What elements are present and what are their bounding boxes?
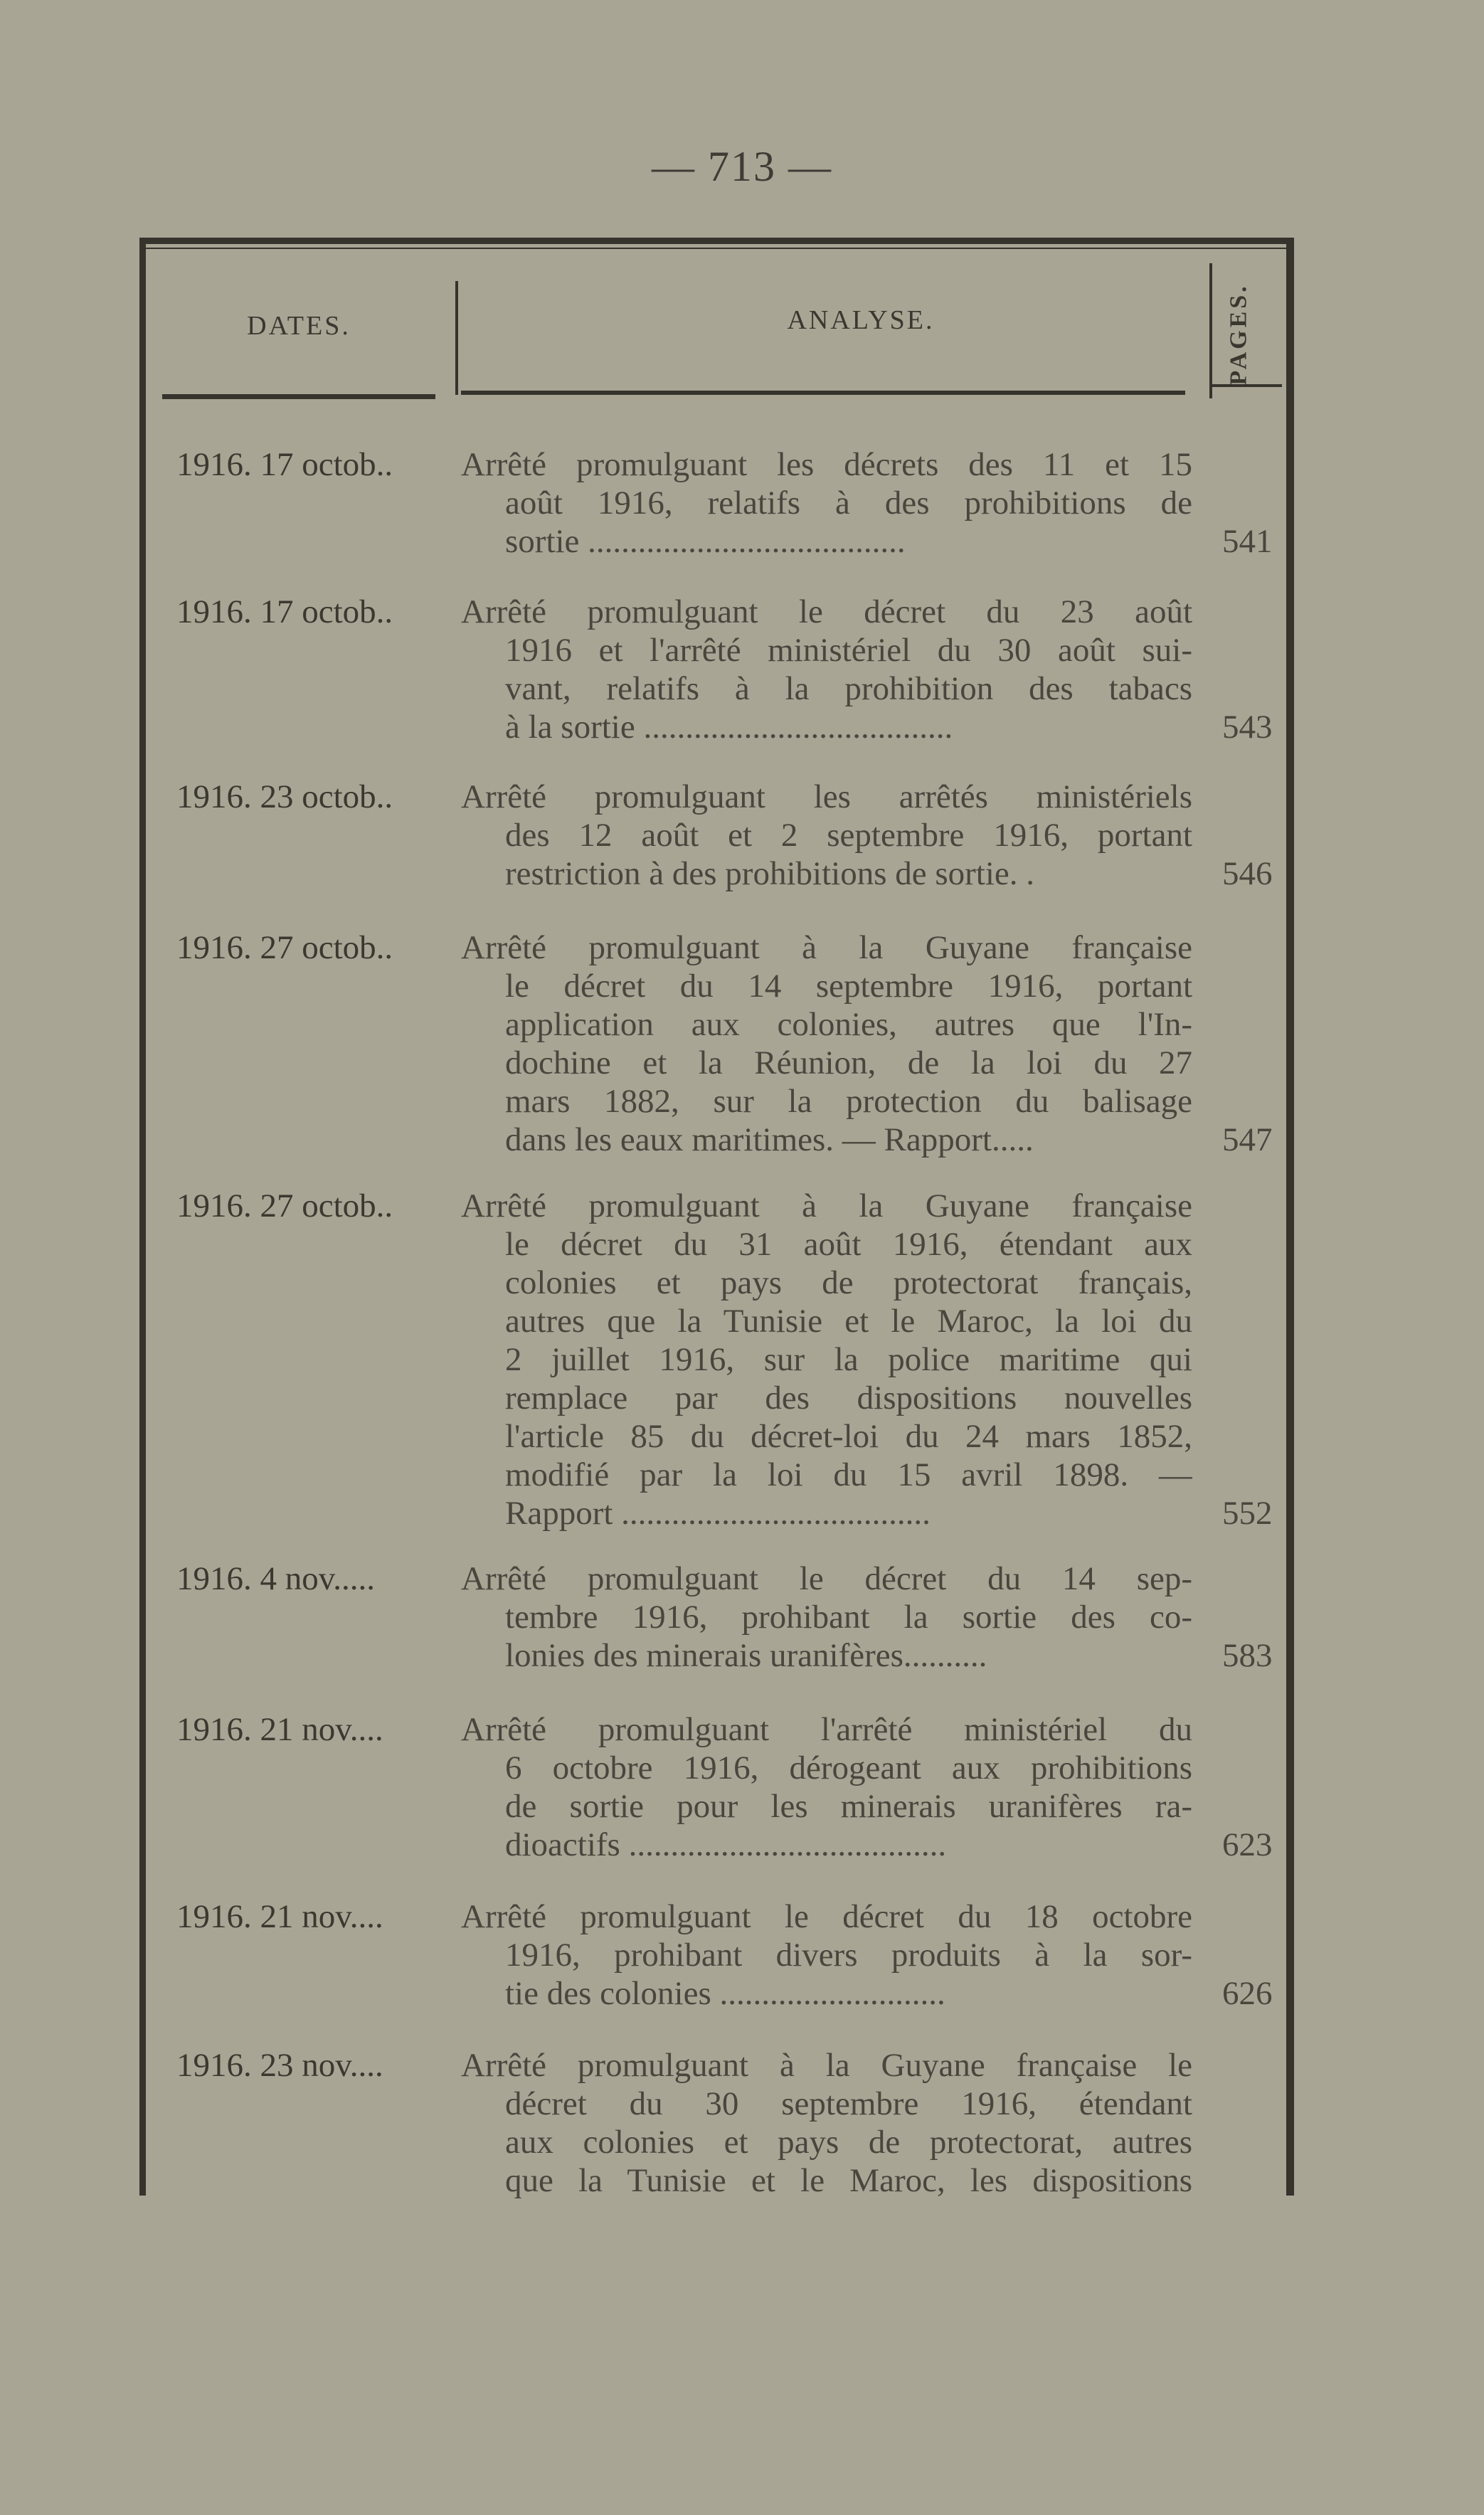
analyse-line: l'article 85 du décret-loi du 24 mars 1852,	[505, 1418, 1192, 1455]
entry-date: 1916. 21 nov....	[176, 1711, 383, 1748]
analyse-line: vant, relatifs à la prohibition des tabacs	[505, 670, 1192, 707]
analyse-line: 6 octobre 1916, dérogeant aux prohibitions	[505, 1749, 1192, 1786]
entry-date: 1916. 27 octob..	[176, 1187, 393, 1224]
entry-date: 1916. 27 octob..	[176, 929, 393, 966]
analyse-line: décret du 30 septembre 1916, étendant	[505, 2085, 1192, 2122]
table-top-rule-thin	[141, 248, 1290, 249]
page-reference: 552	[1222, 1495, 1273, 1532]
page-reference: 541	[1222, 523, 1273, 560]
analyse-line: 1916 et l'arrêté ministériel du 30 août sui-	[505, 632, 1192, 669]
analyse-line: Arrêté promulguant le décret du 18 octobre	[461, 1898, 1192, 1935]
analyse-line: aux colonies et pays de protectorat, autres	[505, 2124, 1192, 2161]
entry-analyse	[461, 1187, 1192, 1532]
entry-date: 1916. 21 nov....	[176, 1898, 383, 1935]
analyse-line: à la sortie .....................................	[505, 709, 953, 746]
entry-analyse	[461, 2046, 1192, 2200]
analyse-line: application aux colonies, autres que l'In-	[505, 1006, 1192, 1043]
analyse-line: tembre 1916, prohibant la sortie des co-	[505, 1599, 1192, 1636]
header-dates: DATES.	[247, 311, 351, 341]
analyse-line: colonies et pays de protectorat français,	[505, 1264, 1192, 1301]
analyse-line: le décret du 14 septembre 1916, portant	[505, 968, 1192, 1005]
header-underline-dates	[162, 394, 435, 399]
table-right-border	[1286, 238, 1294, 2196]
page-reference: 547	[1222, 1121, 1273, 1158]
analyse-line: Arrêté promulguant à la Guyane française	[461, 929, 1192, 966]
analyse-line: mars 1882, sur la protection du balisage	[505, 1083, 1192, 1120]
table-top-rule	[141, 238, 1290, 244]
analyse-line: dochine et la Réunion, de la loi du 27	[505, 1044, 1192, 1081]
analyse-line: dans les eaux maritimes. — Rapport.....	[505, 1121, 1034, 1158]
analyse-line: 2 juillet 1916, sur la police maritime qui	[505, 1341, 1192, 1378]
page-reference: 546	[1222, 855, 1273, 892]
analyse-line: août 1916, relatifs à des prohibitions de	[505, 485, 1192, 521]
analyse-line: 1916, prohibant divers produits à la sor-	[505, 1937, 1192, 1974]
entry-date: 1916. 23 nov....	[176, 2047, 383, 2084]
analyse-line: sortie ......................................	[505, 523, 906, 560]
analyse-line: Arrêté promulguant le décret du 14 sep-	[461, 1560, 1192, 1597]
entry-date: 1916. 4 nov.....	[176, 1560, 375, 1597]
header-analyse: ANALYSE.	[787, 305, 935, 335]
entry-analyse	[461, 928, 1192, 1159]
analyse-line: Arrêté promulguant l'arrêté ministériel du	[461, 1711, 1192, 1748]
analyse-line: dioactifs ......................................	[505, 1826, 947, 1863]
column-divider-dates	[455, 281, 458, 395]
analyse-line: de sortie pour les minerais uranifères ra-	[505, 1788, 1192, 1825]
analyse-line: le décret du 31 août 1916, étendant aux	[505, 1226, 1192, 1263]
analyse-line: Arrêté promulguant à la Guyane française	[461, 1187, 1192, 1224]
analyse-line: lonies des minerais uranifères..........	[505, 1637, 987, 1674]
page-reference: 543	[1222, 709, 1273, 746]
header-pages-label: PAGES.	[1226, 283, 1252, 386]
analyse-line: Arrêté promulguant les arrêtés ministériels	[461, 778, 1192, 815]
analyse-line: des 12 août et 2 septembre 1916, portant	[505, 817, 1192, 854]
analyse-line: Rapport .....................................	[505, 1495, 931, 1532]
header-pages	[1211, 277, 1268, 391]
table-left-border	[139, 238, 146, 2196]
entry-analyse	[461, 1560, 1192, 1675]
analyse-line: modifié par la loi du 15 avril 1898. —	[505, 1456, 1192, 1493]
page-number: — 713 —	[652, 143, 832, 190]
analyse-line: tie des colonies ...........................	[505, 1975, 945, 2012]
entry-analyse	[461, 778, 1192, 893]
analyse-line: Arrêté promulguant à la Guyane française le	[461, 2047, 1192, 2084]
entry-date: 1916. 17 octob..	[176, 446, 393, 483]
analyse-line: autres que la Tunisie et le Maroc, la loi du	[505, 1303, 1192, 1340]
entry-analyse	[461, 445, 1192, 561]
entry-analyse	[461, 1710, 1192, 1864]
entry-analyse	[461, 1897, 1192, 2013]
page-reference: 583	[1222, 1637, 1273, 1674]
analyse-line: Arrêté promulguant le décret du 23 août	[461, 593, 1192, 630]
analyse-line: que la Tunisie et le Maroc, les dispositions	[505, 2162, 1192, 2199]
page-reference: 623	[1222, 1826, 1273, 1863]
analyse-line: Arrêté promulguant les décrets des 11 et 15	[461, 446, 1192, 483]
analyse-line: remplace par des dispositions nouvelles	[505, 1380, 1192, 1417]
page-reference: 626	[1222, 1975, 1273, 2012]
header-underline-analyse	[461, 391, 1185, 395]
entry-analyse	[461, 593, 1192, 746]
entry-date: 1916. 17 octob..	[176, 593, 393, 630]
analyse-line: restriction à des prohibitions de sortie. .	[505, 855, 1035, 892]
entry-date: 1916. 23 octob..	[176, 778, 393, 815]
